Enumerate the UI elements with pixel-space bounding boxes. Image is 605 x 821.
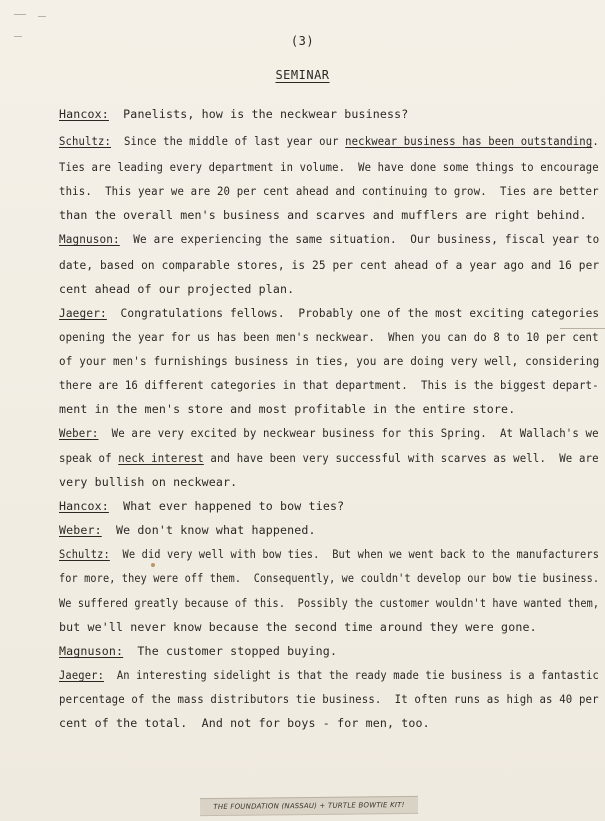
line-text: We are very excited by neckwear business for this Spring. At Wallach's we [98, 426, 599, 440]
transcript-line [59, 232, 599, 246]
transcript-line [59, 692, 599, 706]
transcript-line [59, 354, 599, 368]
transcript-line [59, 134, 599, 148]
transcript-line [59, 330, 599, 344]
line-text: for more, they were off them. Consequently, we couldn't develop our bow tie business. [59, 571, 600, 585]
line-text: this. This year we are 20 per cent ahead and continuing to grow. Ties are better [59, 184, 599, 198]
line-text: We did very well with bow ties. But when we went back to the manufacturers [109, 547, 600, 561]
speaker-name: Schultz: [59, 134, 112, 148]
line-text: Panelists, how is the neckwear business? [108, 107, 409, 121]
transcript-line [59, 402, 515, 416]
line-text: An interesting sidelight is that the ready made tie business is a fantastic [104, 668, 599, 682]
transcript-line [59, 258, 599, 272]
line-text: very bullish on neckwear. [59, 475, 238, 489]
margin-mark [560, 328, 605, 329]
transcript-line [59, 160, 599, 174]
transcript-line [59, 668, 599, 682]
transcript-line [59, 107, 408, 121]
line-text: date, based on comparable stores, is 25 per cent ahead of a year ago and 16 per [59, 258, 600, 272]
transcript-line [59, 475, 237, 489]
speaker-name: Magnuson: [59, 232, 120, 246]
line-text: of your men's furnishings business in ties, you are doing very well, considering [59, 354, 600, 368]
page-number: (3) [290, 34, 315, 48]
line-text: but we'll never know because the second time around they were gone. [59, 620, 537, 634]
transcript-line [59, 208, 587, 222]
line-text: What ever happened to bow ties? [108, 499, 345, 513]
page-title [0, 68, 605, 82]
margin-mark [38, 16, 46, 17]
transcript-line [59, 451, 599, 465]
transcript-line [59, 716, 430, 730]
speaker-name: Jaeger: [59, 668, 105, 682]
underlined-phrase: neck interest [118, 451, 204, 465]
line-text: than the overall men's business and scarves and mufflers are right behind. [59, 208, 587, 222]
line-text: We suffered greatly because of this. Possibly the customer wouldn't have wanted them, [59, 596, 600, 610]
speaker-name: Hancox: [59, 107, 109, 121]
handwritten-label-strip: THE FOUNDATION (NASSAU) + TURTLE BOWTIE KIT! [200, 796, 418, 816]
speaker-name: Schultz: [59, 547, 110, 561]
speaker-name: Magnuson: [59, 644, 124, 658]
underlined-phrase: neckwear business has been outstanding [345, 134, 593, 148]
transcript-line [59, 571, 599, 585]
line-text: cent ahead of our projected plan. [59, 282, 295, 296]
transcript-line [59, 523, 316, 537]
ink-spot [151, 563, 155, 567]
transcript-line [59, 644, 337, 658]
transcript-line [59, 499, 344, 513]
line-text: Ties are leading every department in volume. We have done some things to encourage [59, 160, 599, 174]
transcript-line [59, 306, 599, 320]
transcript-line [59, 282, 294, 296]
speaker-name: Jaeger: [59, 306, 107, 320]
speaker-name: Weber: [59, 426, 99, 440]
transcript-line [59, 184, 599, 198]
line-text: percentage of the mass distributors tie business. It often runs as high as 40 per [59, 692, 599, 706]
line-text: ment in the men's store and most profitable in the entire store. [59, 402, 516, 416]
line-text-continued: and have been very successful with scarves as well. We are [203, 451, 599, 465]
transcript-line [59, 547, 599, 561]
speaker-name: Hancox: [59, 499, 109, 513]
transcript-line [59, 596, 599, 610]
transcript-line [59, 378, 599, 392]
speaker-name: Weber: [59, 523, 102, 537]
title-text: SEMINAR [275, 68, 330, 82]
line-text: The customer stopped buying. [123, 644, 338, 658]
transcript-line [59, 620, 537, 634]
line-text: We don't know what happened. [101, 523, 316, 537]
line-text: We are experiencing the same situation. Our business, fiscal year to [119, 232, 600, 246]
line-text-continued: . [592, 134, 599, 148]
line-text: there are 16 different categories in that department. This is the biggest depart- [59, 378, 599, 392]
line-text: cent of the total. And not for boys - for men, too. [59, 716, 430, 730]
transcript-line [59, 426, 599, 440]
line-text: speak of [59, 451, 119, 465]
margin-mark [14, 14, 26, 15]
line-text: Since the middle of last year our [111, 134, 346, 148]
line-text: opening the year for us has been men's neckwear. When you can do 8 to 10 per cent [59, 330, 599, 344]
line-text: Congratulations fellows. Probably one of the most exciting categories [106, 306, 600, 320]
